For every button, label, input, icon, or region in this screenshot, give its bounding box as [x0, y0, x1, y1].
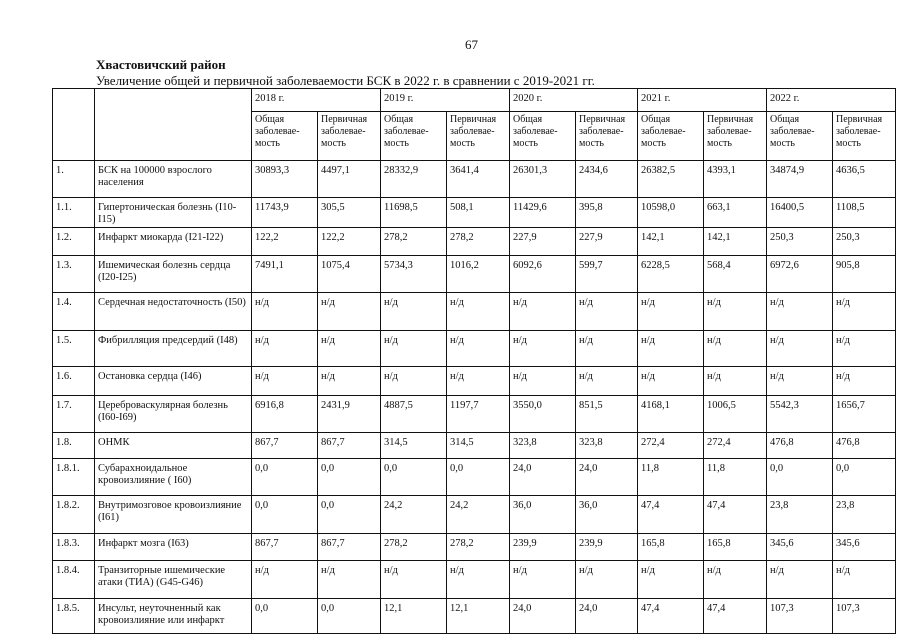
value-cell: 36,0: [576, 496, 638, 534]
value-cell: н/д: [381, 367, 447, 396]
value-cell: н/д: [833, 293, 896, 331]
general-morbidity-header: Общая заболевае-мость: [381, 112, 447, 161]
value-cell: 11698,5: [381, 198, 447, 228]
row-number-cell: 1.6.: [53, 367, 95, 396]
table-row: [53, 293, 896, 331]
value-cell: н/д: [704, 293, 767, 331]
table-row: [53, 331, 896, 367]
value-cell: н/д: [447, 331, 510, 367]
value-cell: 24,0: [510, 599, 576, 634]
header-num-cell: [53, 89, 95, 161]
value-cell: 1016,2: [447, 256, 510, 293]
value-cell: 0,0: [252, 599, 318, 634]
general-morbidity-header: Общая заболевае-мость: [252, 112, 318, 161]
value-cell: 4393,1: [704, 161, 767, 198]
value-cell: 305,5: [318, 198, 381, 228]
value-cell: 5542,3: [767, 396, 833, 433]
value-cell: 867,7: [252, 433, 318, 459]
header-name-cell: [95, 89, 252, 161]
value-cell: 239,9: [576, 534, 638, 561]
value-cell: 476,8: [767, 433, 833, 459]
value-cell: н/д: [447, 561, 510, 599]
value-cell: н/д: [318, 293, 381, 331]
value-cell: 227,9: [576, 228, 638, 256]
table-row: [53, 367, 896, 396]
value-cell: 1656,7: [833, 396, 896, 433]
value-cell: 1108,5: [833, 198, 896, 228]
year-header-2018: 2018 г.: [252, 89, 381, 112]
table-row: [53, 256, 896, 293]
value-cell: 4168,1: [638, 396, 704, 433]
indicator-name-cell: Внутримозговое кровоизлияние (I61): [95, 496, 252, 534]
value-cell: 508,1: [447, 198, 510, 228]
value-cell: н/д: [252, 561, 318, 599]
value-cell: 16400,5: [767, 198, 833, 228]
value-cell: н/д: [833, 561, 896, 599]
value-cell: 24,2: [447, 496, 510, 534]
row-number-cell: 1.7.: [53, 396, 95, 433]
indicator-name-cell: БСК на 100000 взрослого населения: [95, 161, 252, 198]
value-cell: 0,0: [318, 459, 381, 496]
row-number-cell: 1.3.: [53, 256, 95, 293]
value-cell: 107,3: [833, 599, 896, 634]
row-number-cell: 1.8.1.: [53, 459, 95, 496]
value-cell: н/д: [318, 367, 381, 396]
value-cell: 0,0: [318, 496, 381, 534]
row-number-cell: 1.4.: [53, 293, 95, 331]
row-number-cell: 1.8.3.: [53, 534, 95, 561]
general-morbidity-header: Общая заболевае-мость: [767, 112, 833, 161]
primary-morbidity-header: Первичная заболевае-мость: [447, 112, 510, 161]
value-cell: 26301,3: [510, 161, 576, 198]
value-cell: 0,0: [381, 459, 447, 496]
table-row: [53, 433, 896, 459]
value-cell: 851,5: [576, 396, 638, 433]
value-cell: 6972,6: [767, 256, 833, 293]
value-cell: н/д: [767, 331, 833, 367]
table-row: [53, 534, 896, 561]
value-cell: 47,4: [704, 496, 767, 534]
table-row: [53, 161, 896, 198]
value-cell: 11429,6: [510, 198, 576, 228]
row-number-cell: 1.: [53, 161, 95, 198]
year-header-2022: 2022 г.: [767, 89, 896, 112]
table-row: [53, 459, 896, 496]
value-cell: н/д: [510, 367, 576, 396]
value-cell: н/д: [447, 367, 510, 396]
value-cell: 23,8: [833, 496, 896, 534]
row-number-cell: 1.5.: [53, 331, 95, 367]
value-cell: 278,2: [381, 534, 447, 561]
primary-morbidity-header: Первичная заболевае-мость: [318, 112, 381, 161]
value-cell: н/д: [704, 561, 767, 599]
general-morbidity-header: Общая заболевае-мость: [638, 112, 704, 161]
value-cell: н/д: [704, 367, 767, 396]
value-cell: 3550,0: [510, 396, 576, 433]
year-header-row: [53, 89, 896, 112]
value-cell: 278,2: [447, 534, 510, 561]
value-cell: 1006,5: [704, 396, 767, 433]
value-cell: 278,2: [447, 228, 510, 256]
value-cell: 5734,3: [381, 256, 447, 293]
value-cell: 24,0: [576, 459, 638, 496]
value-cell: 2434,6: [576, 161, 638, 198]
value-cell: н/д: [381, 331, 447, 367]
value-cell: 36,0: [510, 496, 576, 534]
value-cell: 4636,5: [833, 161, 896, 198]
row-number-cell: 1.1.: [53, 198, 95, 228]
value-cell: 314,5: [381, 433, 447, 459]
value-cell: н/д: [381, 561, 447, 599]
value-cell: н/д: [318, 561, 381, 599]
value-cell: н/д: [510, 293, 576, 331]
value-cell: н/д: [318, 331, 381, 367]
value-cell: 11,8: [704, 459, 767, 496]
value-cell: 165,8: [704, 534, 767, 561]
value-cell: 314,5: [447, 433, 510, 459]
table-row: [53, 228, 896, 256]
document-subtitle: Увеличение общей и первичной заболеваемости БСК в 2022 г. в сравнении с 2019-2021 гг.: [96, 73, 595, 88]
value-cell: 6228,5: [638, 256, 704, 293]
table-row: [53, 561, 896, 599]
value-cell: 24,0: [510, 459, 576, 496]
value-cell: 663,1: [704, 198, 767, 228]
year-header-2020: 2020 г.: [510, 89, 638, 112]
value-cell: н/д: [767, 367, 833, 396]
value-cell: 599,7: [576, 256, 638, 293]
table-row: [53, 496, 896, 534]
value-cell: 0,0: [767, 459, 833, 496]
table-row: [53, 599, 896, 634]
value-cell: 345,6: [833, 534, 896, 561]
value-cell: 0,0: [318, 599, 381, 634]
value-cell: 1197,7: [447, 396, 510, 433]
table-row: [53, 198, 896, 228]
value-cell: 47,4: [638, 599, 704, 634]
value-cell: 345,6: [767, 534, 833, 561]
indicator-name-cell: Инсульт, неуточненный как кровоизлияние или инфаркт: [95, 599, 252, 634]
value-cell: 47,4: [704, 599, 767, 634]
value-cell: 0,0: [447, 459, 510, 496]
value-cell: 34874,9: [767, 161, 833, 198]
primary-morbidity-header: Первичная заболевае-мость: [704, 112, 767, 161]
value-cell: 0,0: [252, 496, 318, 534]
value-cell: 867,7: [318, 433, 381, 459]
document-title: Хвастовичский район: [96, 57, 226, 72]
indicator-name-cell: Сердечная недостаточность (I50): [95, 293, 252, 331]
value-cell: 272,4: [704, 433, 767, 459]
value-cell: 4497,1: [318, 161, 381, 198]
value-cell: 24,0: [576, 599, 638, 634]
value-cell: 395,8: [576, 198, 638, 228]
value-cell: 3641,4: [447, 161, 510, 198]
value-cell: н/д: [638, 367, 704, 396]
value-cell: 11,8: [638, 459, 704, 496]
value-cell: 7491,1: [252, 256, 318, 293]
value-cell: 0,0: [252, 459, 318, 496]
row-number-cell: 1.8.4.: [53, 561, 95, 599]
value-cell: н/д: [252, 367, 318, 396]
row-number-cell: 1.8.: [53, 433, 95, 459]
value-cell: 6092,6: [510, 256, 576, 293]
value-cell: н/д: [576, 561, 638, 599]
indicator-name-cell: Инфаркт мозга (I63): [95, 534, 252, 561]
row-number-cell: 1.2.: [53, 228, 95, 256]
value-cell: 12,1: [381, 599, 447, 634]
indicator-name-cell: Гипертоническая болезнь (I10-I15): [95, 198, 252, 228]
value-cell: 28332,9: [381, 161, 447, 198]
value-cell: 272,4: [638, 433, 704, 459]
indicator-name-cell: Фибрилляция предсердий (I48): [95, 331, 252, 367]
value-cell: 107,3: [767, 599, 833, 634]
value-cell: н/д: [767, 561, 833, 599]
value-cell: н/д: [704, 331, 767, 367]
value-cell: 476,8: [833, 433, 896, 459]
value-cell: 47,4: [638, 496, 704, 534]
value-cell: н/д: [576, 331, 638, 367]
value-cell: 30893,3: [252, 161, 318, 198]
indicator-name-cell: Транзиторные ишемические атаки (ТИА) (G45-G46): [95, 561, 252, 599]
year-header-2019: 2019 г.: [381, 89, 510, 112]
table-row: [53, 396, 896, 433]
value-cell: н/д: [638, 293, 704, 331]
value-cell: н/д: [638, 331, 704, 367]
value-cell: 227,9: [510, 228, 576, 256]
indicator-name-cell: Ишемическая болезнь сердца (I20-I25): [95, 256, 252, 293]
indicator-name-cell: Инфаркт миокарда (I21-I22): [95, 228, 252, 256]
indicator-name-cell: Остановка сердца (I46): [95, 367, 252, 396]
value-cell: 867,7: [318, 534, 381, 561]
morbidity-table: [52, 88, 896, 634]
value-cell: н/д: [576, 293, 638, 331]
value-cell: 23,8: [767, 496, 833, 534]
value-cell: 867,7: [252, 534, 318, 561]
value-cell: н/д: [833, 367, 896, 396]
row-number-cell: 1.8.2.: [53, 496, 95, 534]
value-cell: 278,2: [381, 228, 447, 256]
value-cell: н/д: [447, 293, 510, 331]
page-number: 67: [465, 37, 478, 52]
value-cell: 12,1: [447, 599, 510, 634]
value-cell: н/д: [638, 561, 704, 599]
value-cell: 0,0: [833, 459, 896, 496]
value-cell: 568,4: [704, 256, 767, 293]
value-cell: 1075,4: [318, 256, 381, 293]
value-cell: 323,8: [510, 433, 576, 459]
indicator-name-cell: Цереброваскулярная болезнь (I60-I69): [95, 396, 252, 433]
value-cell: н/д: [576, 367, 638, 396]
value-cell: 905,8: [833, 256, 896, 293]
value-cell: н/д: [252, 293, 318, 331]
value-cell: 24,2: [381, 496, 447, 534]
value-cell: н/д: [767, 293, 833, 331]
value-cell: 10598,0: [638, 198, 704, 228]
value-cell: н/д: [510, 331, 576, 367]
value-cell: 122,2: [318, 228, 381, 256]
value-cell: 250,3: [767, 228, 833, 256]
value-cell: 11743,9: [252, 198, 318, 228]
value-cell: 250,3: [833, 228, 896, 256]
value-cell: 165,8: [638, 534, 704, 561]
value-cell: н/д: [252, 331, 318, 367]
value-cell: н/д: [833, 331, 896, 367]
indicator-name-cell: ОНМК: [95, 433, 252, 459]
value-cell: н/д: [510, 561, 576, 599]
primary-morbidity-header: Первичная заболевае-мость: [833, 112, 896, 161]
value-cell: 142,1: [704, 228, 767, 256]
value-cell: 323,8: [576, 433, 638, 459]
value-cell: 26382,5: [638, 161, 704, 198]
value-cell: 142,1: [638, 228, 704, 256]
value-cell: н/д: [381, 293, 447, 331]
value-cell: 239,9: [510, 534, 576, 561]
row-number-cell: 1.8.5.: [53, 599, 95, 634]
indicator-name-cell: Субарахноидальное кровоизлияние ( I60): [95, 459, 252, 496]
value-cell: 6916,8: [252, 396, 318, 433]
value-cell: 2431,9: [318, 396, 381, 433]
value-cell: 122,2: [252, 228, 318, 256]
year-header-2021: 2021 г.: [638, 89, 767, 112]
primary-morbidity-header: Первичная заболевае-мость: [576, 112, 638, 161]
general-morbidity-header: Общая заболевае-мость: [510, 112, 576, 161]
value-cell: 4887,5: [381, 396, 447, 433]
